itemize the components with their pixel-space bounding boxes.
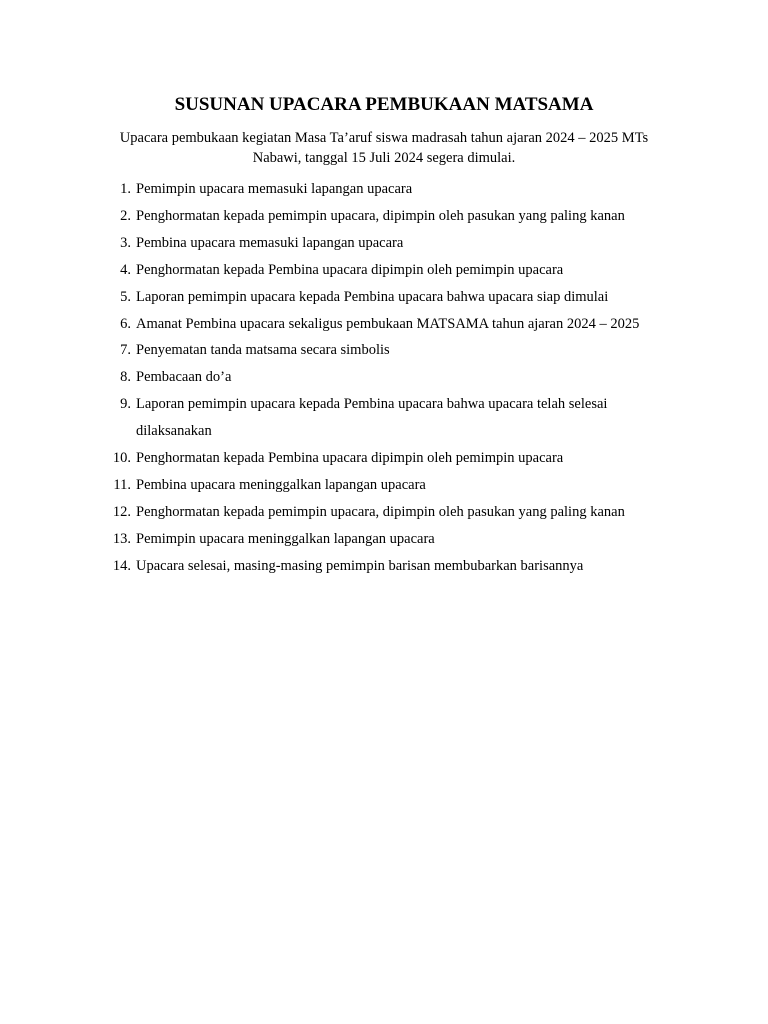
step-number: 7.: [120, 342, 131, 359]
list-item: [100, 472, 680, 499]
step-text: Upacara selesai, masing-masing pemimpin barisan membubarkan barisannya: [136, 557, 584, 574]
step-text: Pembina upacara meninggalkan lapangan upacara: [136, 476, 426, 493]
list-item: [100, 284, 680, 311]
list-item: [100, 203, 680, 230]
step-text: Laporan pemimpin upacara kepada Pembina upacara bahwa upacara telah selesai dilaksanakan: [136, 396, 608, 440]
step-number: 2.: [120, 207, 131, 224]
step-text: Laporan pemimpin upacara kepada Pembina upacara bahwa upacara siap dimulai: [136, 288, 609, 305]
step-number: 9.: [120, 396, 131, 413]
step-text: Penghormatan kepada pemimpin upacara, dipimpin oleh pasukan yang paling kanan: [136, 503, 625, 520]
document-title: SUSUNAN UPACARA PEMBUKAAN MATSAMA: [174, 94, 594, 115]
list-item: [100, 445, 680, 472]
step-number: 13.: [112, 530, 131, 547]
step-text: Penghormatan kepada Pembina upacara dipimpin oleh pemimpin upacara: [136, 261, 564, 278]
step-text: Amanat Pembina upacara sekaligus pembukaan MATSAMA tahun ajaran 2024 – 2025: [136, 315, 640, 332]
list-item: [100, 526, 680, 553]
list-item: [100, 391, 680, 445]
step-text: Penyematan tanda matsama secara simbolis: [136, 342, 390, 359]
step-number: 6.: [120, 315, 131, 332]
list-item: [100, 176, 680, 203]
step-text: Penghormatan kepada Pembina upacara dipimpin oleh pemimpin upacara: [136, 450, 564, 467]
step-number: 4.: [120, 261, 131, 278]
step-number: 8.: [120, 369, 131, 386]
step-number: 14.: [112, 557, 131, 574]
step-text: Pemimpin upacara meninggalkan lapangan upacara: [136, 530, 435, 547]
list-item: [100, 311, 680, 338]
step-text: Pembina upacara memasuki lapangan upacara: [136, 234, 404, 251]
list-item: [100, 337, 680, 364]
step-text: Pemimpin upacara memasuki lapangan upacara: [136, 181, 413, 197]
step-number: 1.: [120, 181, 131, 197]
step-number: 12.: [112, 503, 131, 520]
ceremony-steps-list: [100, 176, 680, 580]
step-number: 11.: [113, 476, 131, 493]
list-item: [100, 364, 680, 391]
intro-paragraph: Upacara pembukaan kegiatan Masa Ta’aruf siswa madrasah tahun ajaran 2024 – 2025 MTs Nabawi, tanggal 15 Juli 2024 segera dimulai.: [119, 130, 649, 166]
step-text: Pembacaan do’a: [136, 369, 232, 386]
list-item: [100, 553, 680, 580]
step-number: 5.: [120, 288, 131, 305]
list-item: [100, 257, 680, 284]
list-item: [100, 499, 680, 526]
list-item: [100, 230, 680, 257]
step-text: Penghormatan kepada pemimpin upacara, dipimpin oleh pasukan yang paling kanan: [136, 207, 625, 224]
step-number: 10.: [112, 450, 131, 467]
step-number: 3.: [120, 234, 131, 251]
